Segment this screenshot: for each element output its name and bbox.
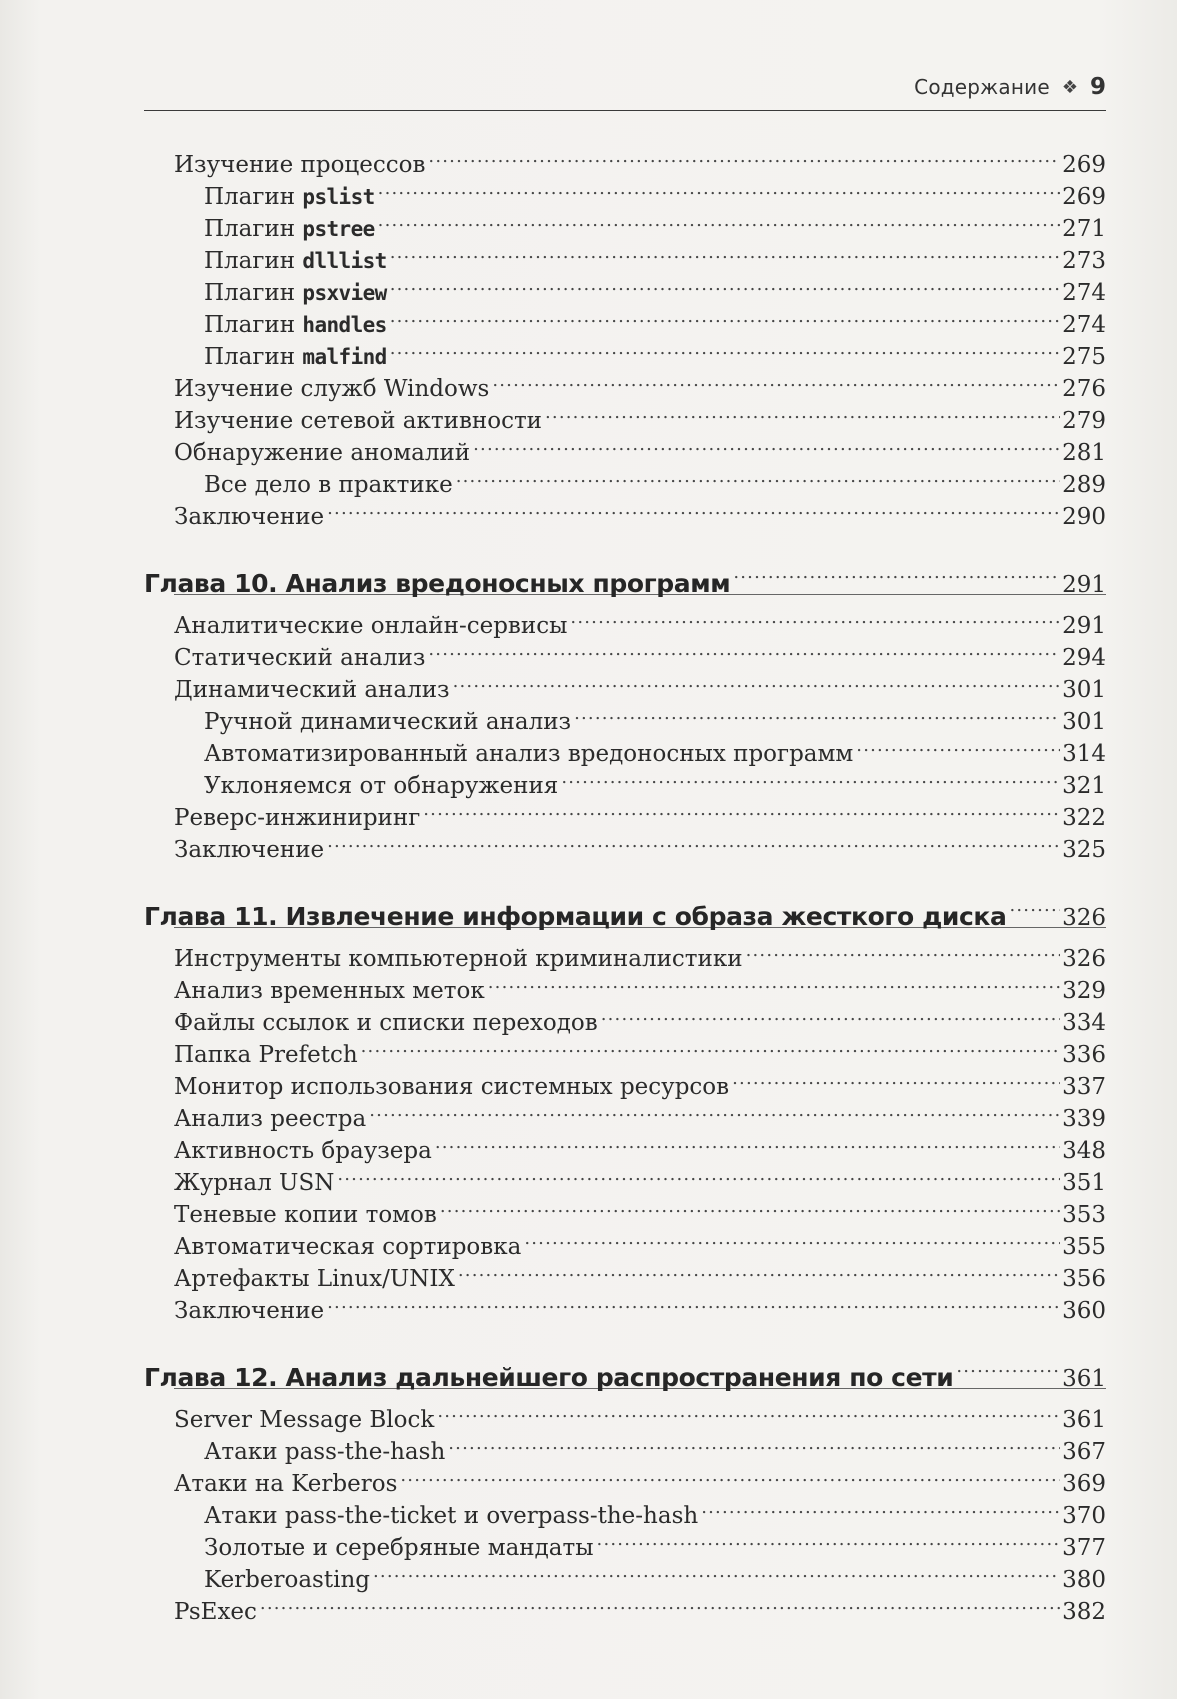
toc-page-number: 274 (1062, 312, 1106, 338)
toc-entry-title (204, 309, 387, 341)
dot-leader (453, 665, 1061, 697)
dot-leader (733, 548, 1060, 592)
toc-page-number: 336 (1062, 1042, 1106, 1068)
toc-page-number: 329 (1062, 978, 1106, 1004)
dot-leader (369, 1094, 1060, 1126)
toc-page-number: 269 (1062, 152, 1106, 178)
toc-entry-title: Kerberoasting (204, 1567, 370, 1593)
toc-entry-title: Все дело в практике (204, 472, 453, 498)
dot-leader (327, 492, 1060, 524)
toc-entry-title: Артефакты Linux/UNIX (174, 1266, 455, 1292)
toc-page-number: 271 (1062, 216, 1106, 242)
dot-leader (488, 966, 1060, 998)
table-of-contents (144, 140, 1106, 1625)
toc-entry-title: Автоматическая сортировка (174, 1234, 522, 1260)
chapter-title: Глава 11. Извлечение информации с образа жесткого диска (144, 902, 1007, 931)
toc-entry-title (204, 341, 387, 373)
dot-leader (373, 1555, 1060, 1587)
chapter-page-number: 361 (1062, 1366, 1106, 1392)
chapter-heading[interactable] (144, 1342, 1106, 1392)
chapter-page-number: 326 (1062, 905, 1106, 931)
dot-leader (327, 1286, 1060, 1318)
toc-entry-title: Заключение (174, 837, 325, 863)
toc-page-number: 301 (1062, 677, 1106, 703)
toc-entry-title: Реверс-инжиниринг (174, 805, 421, 831)
toc-entry-title: Обнаружение аномалий (174, 440, 471, 466)
toc-entry-title: Файлы ссылок и списки переходов (174, 1010, 598, 1036)
toc-entry-prefix: Плагин (204, 280, 303, 306)
toc-entry-prefix: Плагин (204, 216, 303, 242)
dot-leader (1009, 881, 1060, 925)
toc-entry-title: Изучение процессов (174, 152, 426, 178)
toc-page-number: 273 (1062, 248, 1106, 274)
dot-leader (378, 204, 1060, 236)
toc-entry-title (204, 277, 387, 309)
toc-page-number: 369 (1062, 1471, 1106, 1497)
toc-page-number: 274 (1062, 280, 1106, 306)
toc-page-number: 367 (1062, 1439, 1106, 1465)
dot-leader (545, 396, 1060, 428)
toc-entry-title: Динамический анализ (174, 677, 450, 703)
dot-leader (448, 1427, 1060, 1459)
toc-page-number: 301 (1062, 709, 1106, 735)
toc-page-number: 279 (1062, 408, 1106, 434)
toc-page-number: 348 (1062, 1138, 1106, 1164)
toc-entry-title: Статический анализ (174, 645, 426, 671)
toc-page-number: 337 (1062, 1074, 1106, 1100)
toc-page-number: 361 (1062, 1407, 1106, 1433)
toc-entry-title: Аналитические онлайн-сервисы (174, 613, 568, 639)
chapter-heading[interactable] (144, 548, 1106, 598)
running-head-right (914, 74, 1106, 100)
dot-leader (440, 1190, 1060, 1222)
toc-page-number: 281 (1062, 440, 1106, 466)
toc-page-number: 334 (1062, 1010, 1106, 1036)
dot-leader (337, 1158, 1060, 1190)
dot-leader (473, 428, 1060, 460)
toc-page-number: 380 (1062, 1567, 1106, 1593)
dot-leader (492, 364, 1060, 396)
toc-page-number: 339 (1062, 1106, 1106, 1132)
toc-entry-title: Золотые и серебряные мандаты (204, 1535, 594, 1561)
toc-entry-title (204, 213, 375, 245)
toc-page-number: 355 (1062, 1234, 1106, 1260)
toc-entry-title: Анализ реестра (174, 1106, 367, 1132)
toc-page-number: 314 (1062, 741, 1106, 767)
dot-leader (378, 172, 1060, 204)
dot-leader (400, 1459, 1060, 1491)
dot-leader (574, 697, 1060, 729)
toc-entry-title: Атаки pass-the-ticket и overpass-the-hash (204, 1503, 699, 1529)
chapter-page-number: 291 (1062, 572, 1106, 598)
toc-entry-title: Изучение сетевой активности (174, 408, 542, 434)
toc-page-number: 276 (1062, 376, 1106, 402)
running-head (144, 70, 1106, 111)
toc-entry-title: Автоматизированный анализ вредоносных программ (204, 741, 854, 767)
toc-entry-title: Уклоняемся от обнаружения (204, 773, 559, 799)
toc-entry-title: Журнал USN (174, 1170, 335, 1196)
dot-leader (390, 332, 1060, 364)
dot-leader (390, 236, 1060, 268)
chapter-title: Глава 12. Анализ дальнейшего распространения по сети (144, 1363, 954, 1392)
plugin-name: handles (302, 313, 387, 337)
toc-page-number: 351 (1062, 1170, 1106, 1196)
toc-entry-prefix: Плагин (204, 312, 303, 338)
dot-leader (435, 1126, 1060, 1158)
plugin-name: pslist (302, 185, 375, 209)
toc-page-number: 382 (1062, 1599, 1106, 1625)
toc-entry-title: Атаки pass-the-hash (204, 1439, 446, 1465)
dot-leader (390, 300, 1060, 332)
toc-entry-title: Монитор использования системных ресурсов (174, 1074, 730, 1100)
toc-entry-title: Теневые копии томов (174, 1202, 437, 1228)
ornament-icon: ❖ (1061, 76, 1078, 98)
dot-leader (597, 1523, 1061, 1555)
dot-leader (428, 140, 1060, 172)
dot-leader (524, 1222, 1060, 1254)
dot-leader (732, 1062, 1060, 1094)
toc-entry-prefix: Плагин (204, 184, 303, 210)
dot-leader (458, 1254, 1060, 1286)
toc-page-number: 269 (1062, 184, 1106, 210)
plugin-name: psxview (302, 281, 387, 305)
dot-leader (746, 934, 1061, 966)
toc-entry-title: Server Message Block (174, 1407, 435, 1433)
dot-leader (601, 998, 1060, 1030)
toc-entry-title (204, 245, 387, 277)
dot-leader (456, 460, 1060, 492)
dot-leader (327, 825, 1060, 857)
toc-entry-title: Заключение (174, 1298, 325, 1324)
dot-leader (856, 729, 1060, 761)
dot-leader (390, 268, 1060, 300)
toc-page-number: 289 (1062, 472, 1106, 498)
toc-page-number: 360 (1062, 1298, 1106, 1324)
toc-entry[interactable] (144, 140, 1106, 178)
dot-leader (361, 1030, 1060, 1062)
toc-page-number: 294 (1062, 645, 1106, 671)
toc-entry-prefix: Плагин (204, 248, 303, 274)
toc-page-number: 325 (1062, 837, 1106, 863)
toc-page-number: 291 (1062, 613, 1106, 639)
toc-entry-title: Ручной динамический анализ (204, 709, 572, 735)
toc-entry-title (204, 181, 375, 213)
toc-page-number: 370 (1062, 1503, 1106, 1529)
toc-entry-title: Анализ временных меток (174, 978, 485, 1004)
toc-page-number: 326 (1062, 946, 1106, 972)
toc-entry-title: Инструменты компьютерной криминалистики (174, 946, 743, 972)
toc-page-number: 275 (1062, 344, 1106, 370)
dot-leader (423, 793, 1060, 825)
plugin-name: malfind (302, 345, 387, 369)
dot-leader (561, 761, 1060, 793)
plugin-name: dlllist (302, 249, 387, 273)
toc-page-number: 322 (1062, 805, 1106, 831)
toc-page-number: 353 (1062, 1202, 1106, 1228)
dot-leader (260, 1587, 1060, 1619)
dot-leader (956, 1342, 1060, 1386)
toc-entry-title: Заключение (174, 504, 325, 530)
dot-leader (701, 1491, 1060, 1523)
chapter-title: Глава 10. Анализ вредоносных программ (144, 569, 731, 598)
toc-page-number: 290 (1062, 504, 1106, 530)
toc-page-number: 356 (1062, 1266, 1106, 1292)
toc-entry-title: Атаки на Kerberos (174, 1471, 398, 1497)
toc-entry[interactable] (144, 1587, 1106, 1625)
chapter-heading[interactable] (144, 881, 1106, 931)
toc-page-number: 377 (1062, 1535, 1106, 1561)
toc-entry-prefix: Плагин (204, 344, 303, 370)
dot-leader (437, 1395, 1060, 1427)
dot-leader (570, 601, 1060, 633)
toc-page-number: 321 (1062, 773, 1106, 799)
toc-entry-title: Папка Prefetch (174, 1042, 358, 1068)
toc-entry-title: Активность браузера (174, 1138, 432, 1164)
toc-entry-title: Изучение служб Windows (174, 376, 490, 402)
toc-entry-title: PsExec (174, 1599, 257, 1625)
page-number: 9 (1089, 74, 1106, 100)
running-head-title: Содержание (914, 75, 1050, 99)
dot-leader (428, 633, 1060, 665)
plugin-name: pstree (302, 217, 375, 241)
